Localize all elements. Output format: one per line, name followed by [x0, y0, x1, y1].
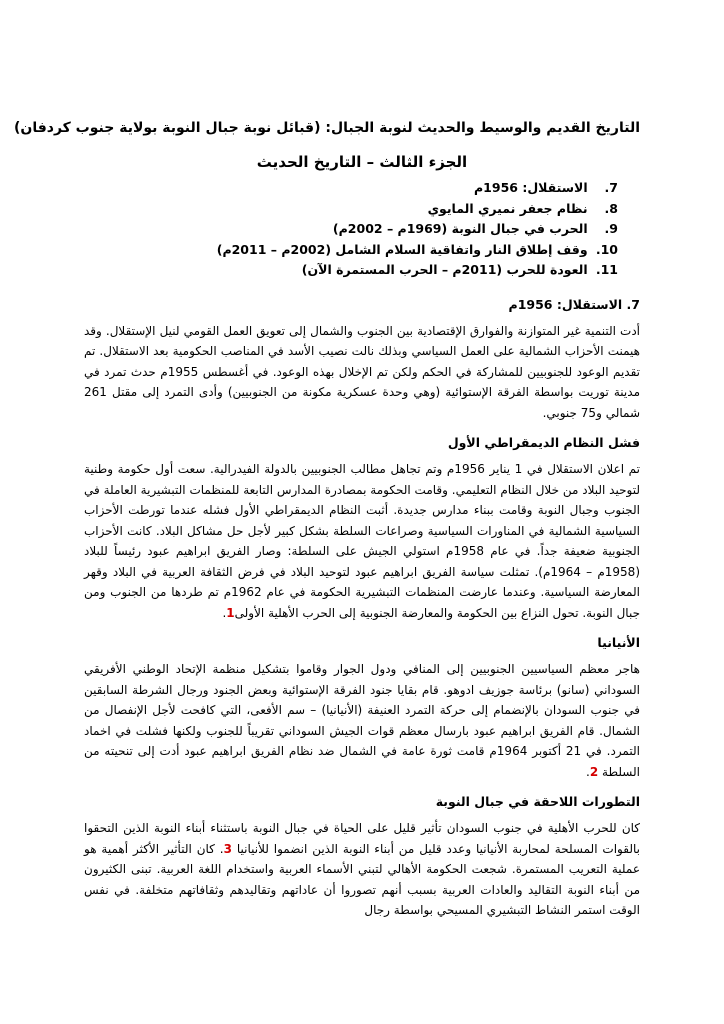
paragraph-text: تم اعلان الاستقلال في 1 يناير 1956م وتم تجاهل مطالب الجنوبيين بالدولة الفيدرالية. سعت أول حكومة وطنية لتوحيد البلاد من خلال النظام التعليمي. وقامت الحكومة بمصادرة المدارس التابعة للمنظمات التبشيرية العاملة في الجنوب وجبال النوبة وقامت ببناء مدارس جديدة. أثبت النظام الديمقراطي الأول فشله عندما تورطت الأحزاب السياسية الشمالية في المناورات السياسية وصراعات السلطة بشكل كبير لأجل حل مشاكل البلاد. كانت الأحزاب الجنوبية ضعيفة جداً. في عام 1958م استولي الجيش على السلطة: وصار الفريق ابراهيم عبود رئيساً للبلاد (1958م – 1964م). تمثلت سياسة الفريق ابراهيم عبود لتوحيد البلاد في فرض الثقافة العربية في البلاد وقهر المعارضة السياسية. وعندما عارضت المنظمات التبشيرية الحكومة في عام 1962م تم طردها من الجنوب ومن جبال النوبة. تحول النزاع بين الحكومة والمعارضة الجنوبية إلى الحرب الأهلية الأولى	[84, 462, 641, 620]
subsection-heading: الأنيانيا	[597, 635, 640, 650]
subsection-heading: فشل النظام الديمقراطي الأول	[447, 435, 640, 450]
subsection-heading: التطورات اللاحقة في جبال النوبة	[435, 794, 640, 809]
toc-number: 10.	[595, 241, 618, 257]
toc-text: نظام جعفر نميري المايوي	[427, 200, 588, 216]
paragraph-text: . كان التأثير الأكثر أهمية هو عملية التعريب المستمرة. شجعت الحكومة الأهالي لتبني الأسماء العربية واستخدام اللغة العربية. تبنى الكثيرون من أبناء النوبة التقاليد والعادات العربية بسبب أنهم تصوروا أن عاداتهم وتقاليدهم وثقافاتهم متخلفة. في نفس الوقت استمر النشاط التبشيري المسيحي بواسطة رجال	[84, 841, 640, 917]
toc-item	[84, 178, 618, 199]
part-title: الجزء الثالث – التاريخ الحديث	[256, 153, 468, 171]
toc-text: الاستقلال: 1956م	[474, 180, 588, 195]
toc-number: 7.	[604, 180, 618, 195]
subsection-paragraph	[84, 659, 640, 782]
toc-item	[84, 240, 618, 261]
footnote-ref[interactable]: 3	[223, 841, 232, 856]
paragraph-end: .	[222, 605, 227, 620]
table-of-contents	[84, 178, 640, 281]
toc-text: وقف إطلاق النار واتفاقية السلام الشامل (2002م – 2011م)	[216, 241, 588, 257]
subsection-paragraph	[84, 818, 640, 921]
toc-number: 8.	[604, 200, 618, 216]
toc-item	[84, 219, 618, 240]
document-title: التاريخ القديم والوسيط والحديث لنوبة الجبال: (قبائل نوبة جبال النوبة بولاية جنوب كردفان)	[14, 120, 640, 136]
footnote-ref[interactable]: 2	[589, 764, 599, 779]
toc-number: 9.	[604, 221, 618, 236]
section-heading: 7. الاستقلال: 1956م	[508, 296, 640, 312]
footnote-ref[interactable]: 1	[226, 605, 235, 620]
paragraph-text: هاجر معظم السياسيين الجنوبيين إلى المنافي ودول الجوار وقاموا بتشكيل منظمة الإتحاد الوطني الأفريقي السوداني (سانو) برئاسة جوزيف ادوهو. قام بقايا جنود الفرقة الإستوائية وبعض الجنود ورجال الشرطة السابقين في جنوب السودان بالإنضمام إلى حركة التمرد العنيفة (الأنيانيا) – سم الأفعى، التي كافحت لأجل الإنفصال من الشمال. قام الفريق ابراهيم عبود بارسال معظم قوات الجيش السوداني تقريباً للجنوب ولكنها فشلت في اخماد التمرد. في 21 أكتوبر 1964م قامت ثورة عامة في الشمال ضد نظام الفريق ابراهيم عبود أدت إلى تنحيته من السلطة	[84, 662, 640, 779]
toc-text: العودة للحرب (2011م – الحرب المستمرة الآن)	[301, 262, 588, 277]
toc-text: الحرب في جبال النوبة (1969م – 2002م)	[332, 221, 588, 236]
paragraph-end: .	[586, 764, 590, 779]
toc-number: 11.	[595, 262, 618, 277]
section-paragraph: أدت التنمية غير المتوازنة والفوارق الإقتصادية بين الجنوب والشمال إلى تعويق العمل القومي لنيل الإستقلال. وقد هيمنت الأحزاب الشمالية على العمل السياسي وبذلك نالت نصيب الأسد في المناصب الحكومية بعد الاستقلال. تم تقديم الوعود للجنوبيين للمشاركة في الحكم ولكن تم الإخلال بهذه الوعود. في أغسطس 1955م حدث تمرد في مدينة توريت بواسطة الفرقة الإستوائية (وهي وحدة عسكرية مكونة من الجنوبيين) وأدى التمرد إلى مقتل 261 شمالي و75 جنوبي.	[84, 323, 640, 420]
subsection-paragraph	[84, 459, 640, 623]
toc-item	[84, 260, 618, 281]
document-page	[14, 118, 641, 921]
paragraph-text: كان للحرب الأهلية في جنوب السودان تأثير قليل على الحياة في جبال النوبة باستثناء أبناء النوبة الذين التحقوا بالقوات المسلحة لمحاربة الأنيانيا وعدد قليل من أبناء النوبة الذين انضموا للأنيانيا	[84, 821, 640, 856]
toc-item	[84, 199, 618, 220]
